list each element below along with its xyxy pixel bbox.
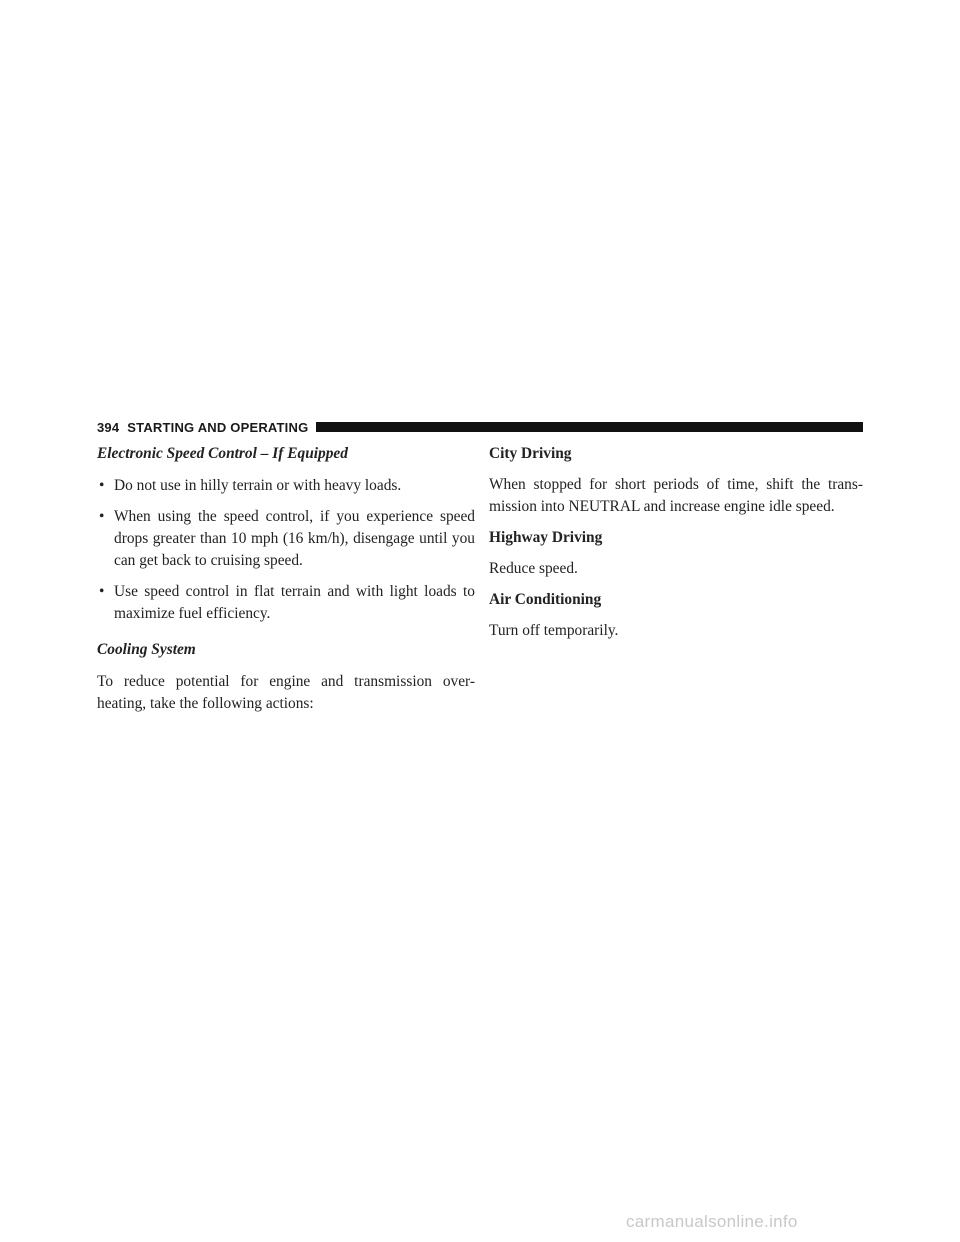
page-header xyxy=(97,417,863,437)
page-number: 394 xyxy=(97,419,120,435)
ac-text: Turn off temporarily. xyxy=(489,622,619,639)
right-column xyxy=(489,443,863,651)
bullet-icon: • xyxy=(99,508,105,525)
speed-control-heading: Electronic Speed Control – If Equipped xyxy=(97,445,348,462)
highway-heading: Highway Driving xyxy=(489,529,603,546)
watermark: carmanualsonline.info xyxy=(626,1212,798,1231)
list-item xyxy=(97,506,475,572)
header-rule xyxy=(316,422,863,432)
speed-control-list xyxy=(97,475,475,625)
cooling-text: To reduce potential for engine and transmission over-heating, take the following actions: xyxy=(97,673,475,712)
city-heading: City Driving xyxy=(489,445,572,462)
highway-text: Reduce speed. xyxy=(489,560,578,577)
bullet-icon: • xyxy=(99,583,105,600)
left-column xyxy=(97,443,475,724)
city-text: When stopped for short periods of time, shift the trans-mission into NEUTRAL and increase engine idle speed. xyxy=(489,476,863,515)
list-item-text: When using the speed control, if you experience speed drops greater than 10 mph (16 km/h), disengage until you can get back to cruising speed. xyxy=(114,508,475,569)
ac-heading: Air Conditioning xyxy=(489,591,602,608)
list-item xyxy=(97,581,475,625)
bullet-icon: • xyxy=(99,477,105,494)
section-title: STARTING AND OPERATING xyxy=(127,419,309,435)
list-item xyxy=(97,475,475,497)
cooling-heading: Cooling System xyxy=(97,641,196,658)
list-item-text: Use speed control in flat terrain and with light loads to maximize fuel efficiency. xyxy=(114,583,475,622)
list-item-text: Do not use in hilly terrain or with heavy loads. xyxy=(114,477,402,494)
